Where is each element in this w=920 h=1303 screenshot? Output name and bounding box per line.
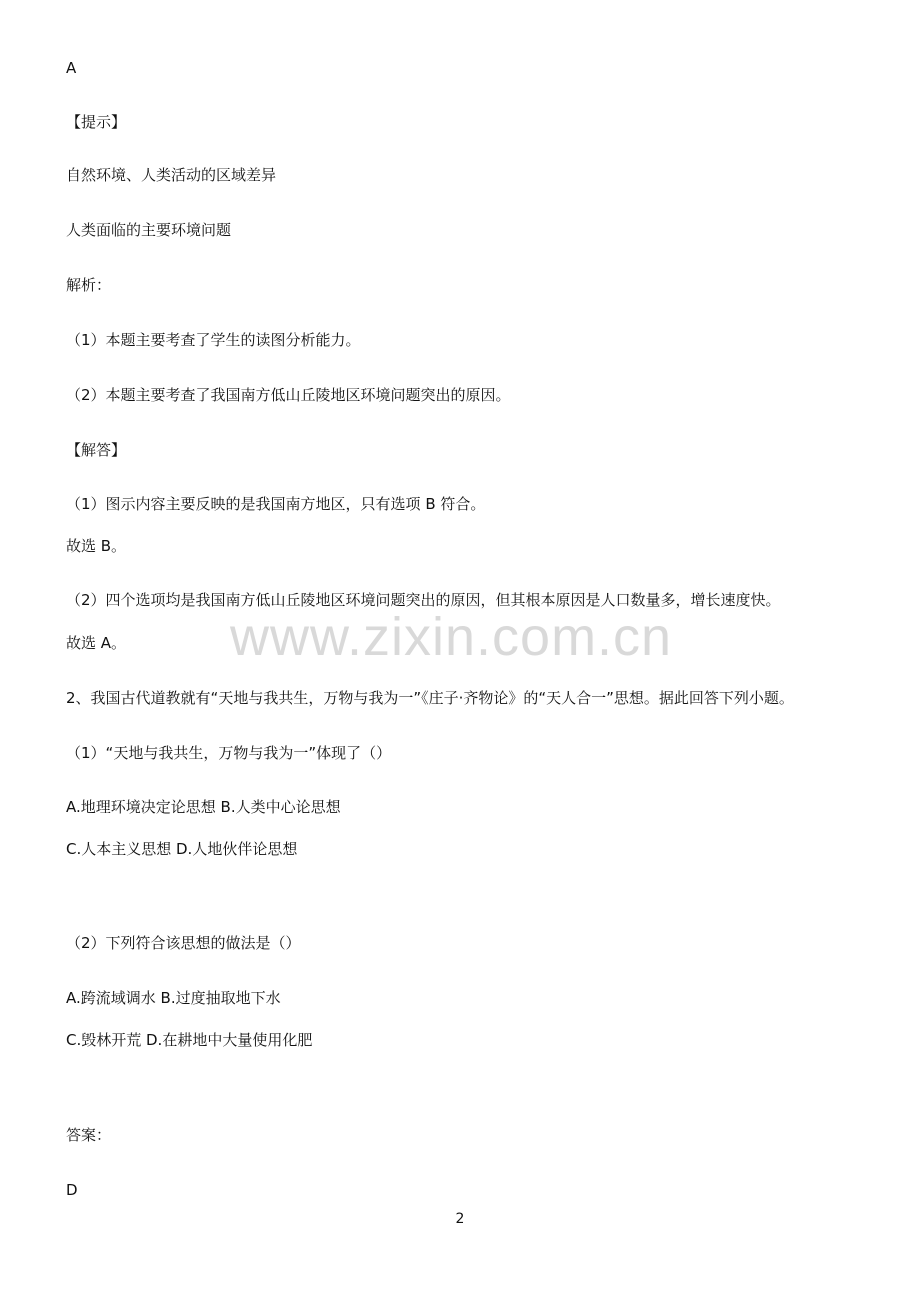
analysis-heading: 解析：: [66, 276, 112, 294]
answer-text: D: [66, 1181, 78, 1199]
question-options: A.跨流域调水 B.过度抽取地下水: [66, 989, 281, 1007]
solution-choice: 故选 A。: [66, 634, 127, 652]
solution-choice: 故选 B。: [66, 537, 127, 555]
hint-heading: 【提示】: [66, 113, 127, 131]
question-stem: 2、我国古代道教就有“天地与我共生，万物与我为一”《庄子·齐物论》的“天人合一”思想。据此回答下列小题。: [66, 689, 794, 707]
question-options: C.毁林开荒 D.在耕地中大量使用化肥: [66, 1031, 313, 1049]
solution-text: （2）四个选项均是我国南方低山丘陵地区环境问题突出的原因，但其根本原因是人口数量多，增长速度快。: [66, 591, 781, 609]
analysis-text: （1）本题主要考查了学生的读图分析能力。: [66, 331, 361, 349]
analysis-text: （2）本题主要考查了我国南方低山丘陵地区环境问题突出的原因。: [66, 386, 511, 404]
watermark: www.zixin.com.cn: [230, 607, 673, 667]
solution-heading: 【解答】: [66, 441, 127, 459]
answer-text: A: [66, 59, 77, 77]
question-options: A.地理环境决定论思想 B.人类中心论思想: [66, 798, 341, 816]
hint-text: 人类面临的主要环境问题: [66, 221, 232, 239]
question-options: C.人本主义思想 D.人地伙伴论思想: [66, 840, 298, 858]
sub-question: （2）下列符合该思想的做法是（）: [66, 934, 301, 952]
page-number: 2: [455, 1211, 465, 1227]
sub-question: （1）“天地与我共生，万物与我为一”体现了（）: [66, 744, 392, 762]
hint-text: 自然环境、人类活动的区域差异: [66, 166, 277, 184]
solution-text: （1）图示内容主要反映的是我国南方地区，只有选项 B 符合。: [66, 495, 486, 513]
answer-heading: 答案：: [66, 1126, 112, 1144]
